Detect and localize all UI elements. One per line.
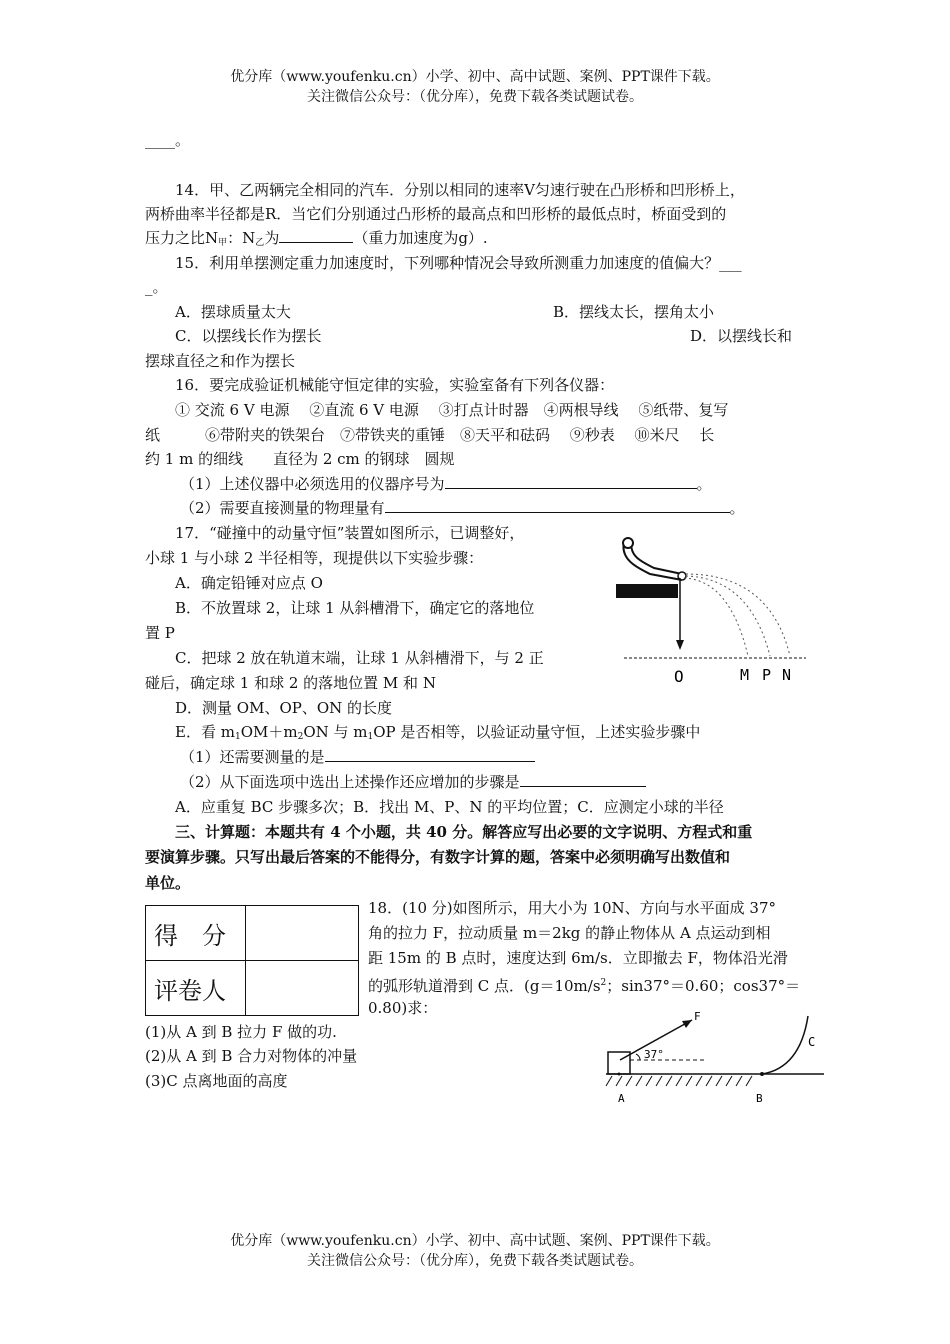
score-table <box>145 905 359 1016</box>
label-b: B <box>756 1092 763 1105</box>
q15-option-d: D．以摆线长和 <box>690 327 793 345</box>
q16-line-1: 16．要完成验证机械能守恒定律的实验，实验室备有下列各仪器： <box>175 376 615 394</box>
q15-option-c: C．以摆线长作为摆长 <box>175 327 322 345</box>
q17-step-a: A．确定铅锤对应点 O <box>175 574 323 592</box>
q17-sub-question-1 <box>180 747 535 767</box>
q15-option-b: B．摆线太长，摆角太小 <box>553 303 715 321</box>
block-object <box>608 1052 630 1074</box>
q16-sub-1-blank[interactable] <box>445 474 697 489</box>
q17-step-b-1: B．不放置球 2，让球 1 从斜槽滑下，确定它的落地位 <box>175 599 535 617</box>
trajectory-p <box>686 576 770 656</box>
q17-step-e-d: OP 是否相等，以验证动量守恒，上述实验步骤中 <box>373 723 701 741</box>
point-b-dot <box>760 1072 764 1076</box>
q17-step-b-2: 置 P <box>145 624 175 642</box>
q14-text-c: 为 <box>264 229 280 247</box>
q18-sub-3: (3)C 点离地面的高度 <box>145 1072 288 1090</box>
ball-1 <box>623 538 633 548</box>
q15-option-a: A．摆球质量太大 <box>175 303 291 321</box>
q18-sub-1: (1)从 A 到 B 拉力 F 做的功. <box>145 1023 337 1041</box>
page-header-line-1: 优分库（www.youfenku.cn）小学、初中、高中试题、案例、PPT课件下载。 <box>230 69 720 85</box>
label-n: N <box>782 666 792 684</box>
q16-line-3: 纸 ⑥带附夹的铁架台 ⑦带铁夹的重锤 ⑧天平和砝码 ⑨秒表 ⑩米尺 长 <box>145 426 715 444</box>
label-o: O <box>674 667 684 686</box>
table-block <box>616 584 678 598</box>
q17-step-c-2: 碰后，确定球 1 和球 2 的落地位置 M 和 N <box>145 674 436 692</box>
page-footer-line-1: 优分库（www.youfenku.cn）小学、初中、高中试题、案例、PPT课件下载。 <box>230 1233 720 1249</box>
q14-answer-blank[interactable] <box>279 228 353 243</box>
q18-line-3: 距 15m 的 B 点时，速度达到 6m/s．立即撤去 F，物体沿光滑 <box>368 949 788 967</box>
trajectory-m <box>684 578 748 656</box>
q14-sub-jia: 甲 <box>218 238 228 248</box>
label-angle: 37° <box>644 1048 664 1061</box>
grader-label: 评卷人 <box>146 961 246 1016</box>
q18-sub-2: (2)从 A 到 B 合力对物体的冲量 <box>145 1047 358 1065</box>
q17-step-e-a: E．看 m <box>175 723 235 741</box>
ground-hatching <box>606 1076 752 1086</box>
q17-sub-question-1-blank[interactable] <box>325 747 535 762</box>
q18-line-4-a: 的弧形轨道滑到 C 点．(g＝10m/s <box>368 977 601 995</box>
q16-sub-1-end: 。 <box>696 475 712 493</box>
label-force: F <box>694 1010 701 1023</box>
q17-sub-question-1-text: （1）还需要测量的是 <box>180 748 325 766</box>
trajectory-n <box>686 574 790 656</box>
q16-line-4: 约 1 m 的细线 直径为 2 cm 的钢球 圆规 <box>145 450 455 468</box>
q16-sub-2 <box>180 498 745 518</box>
curved-track <box>762 1016 808 1074</box>
q17-sub-2: 2 <box>297 732 304 742</box>
q17-sub-question-2 <box>180 772 646 792</box>
grader-cell[interactable] <box>246 961 359 1016</box>
q13-tail: ____。 <box>145 131 191 149</box>
collision-apparatus-figure <box>610 530 810 690</box>
q14-line-1: 14．甲、乙两辆完全相同的汽车．分别以相同的速率V匀速行驶在凸形桥和凹形桥上， <box>175 181 745 199</box>
label-a: A <box>618 1092 625 1105</box>
q18-sup-2: 2 <box>600 978 607 988</box>
ball-2 <box>678 572 686 580</box>
q14-line-2: 两桥曲率半径都是R．当它们分别通过凸形桥的最高点和凹形桥的最低点时，桥面受到的 <box>145 205 727 223</box>
point-a-dot <box>618 1073 621 1076</box>
q14-text-a: 压力之比N <box>145 229 219 247</box>
q16-sub-2-end: 。 <box>729 499 745 517</box>
q14-text-d: （重力加速度为g）. <box>353 229 488 247</box>
q16-sub-1 <box>180 474 712 494</box>
q17-sub-3: 1 <box>367 732 374 742</box>
q17-step-e-b: OM＋m <box>240 723 298 741</box>
page-footer-line-2: 关注微信公众号：（优分库），免费下载各类试题试卷。 <box>307 1253 643 1269</box>
plumb-bob <box>676 640 684 650</box>
q17-sub-question-2-blank[interactable] <box>520 772 646 787</box>
q16-sub-2-text: （2）需要直接测量的物理量有 <box>180 499 385 517</box>
q17-line-2: 小球 1 与小球 2 半径相等，现提供以下实验步骤： <box>145 549 484 567</box>
q18-line-4-b: ；sin37°＝0.60；cos37°＝ <box>606 977 801 995</box>
q18-line-4 <box>368 973 800 996</box>
score-label: 得 分 <box>146 906 246 961</box>
angle-arc <box>636 1054 640 1060</box>
q17-step-e-c: ON 与 m <box>303 723 368 741</box>
q15-line-1: 15．利用单摆测定重力加速度时，下列哪种情况会导致所测重力加速度的值偏大？___ <box>175 254 742 272</box>
label-m: M <box>740 666 750 684</box>
pulling-force-figure <box>600 1008 830 1108</box>
q17-sub-question-2-text: （2）从下面选项中选出上述操作还应增加的步骤是 <box>180 773 520 791</box>
q14-sub-yi: 乙 <box>255 238 265 248</box>
score-cell[interactable] <box>246 906 359 961</box>
q17-options: A．应重复 BC 步骤多次；B．找出 M、P、N 的平均位置；C．应测定小球的半径 <box>175 798 724 816</box>
q17-sub-1: 1 <box>234 732 241 742</box>
q17-line-1: 17．“碰撞中的动量守恒”装置如图所示，已调整好， <box>175 524 525 542</box>
q17-step-e <box>175 722 700 747</box>
section-3-line-2: 要演算步骤。只写出最后答案的不能得分，有数字计算的题，答案中必须明确写出数值和 <box>145 848 731 866</box>
q17-step-d: D．测量 OM、OP、ON 的长度 <box>175 699 393 717</box>
section-3-line-1: 三、计算题：本题共有 4 个小题，共 40 分。解答应写出必要的文字说明、方程式和重 <box>175 823 753 841</box>
q15-line-2: _。 <box>145 278 168 296</box>
label-c: C <box>808 1035 816 1049</box>
q18-line-5: 0.80)求： <box>368 999 438 1017</box>
q16-sub-2-blank[interactable] <box>385 498 730 513</box>
section-3-line-3: 单位。 <box>145 874 191 892</box>
q17-step-c-1: C．把球 2 放在轨道末端，让球 1 从斜槽滑下，与 2 正 <box>175 649 544 667</box>
q14-line-3 <box>145 228 488 253</box>
q18-line-1: 18．(10 分)如图所示，用大小为 10N、方向与水平面成 37° <box>368 899 776 917</box>
label-p: P <box>762 666 772 684</box>
q16-line-2: ① 交流 6 V 电源 ②直流 6 V 电源 ③打点计时器 ④两根导线 ⑤纸带、复写 <box>175 401 729 419</box>
page-header-line-2: 关注微信公众号：（优分库），免费下载各类试题试卷。 <box>307 89 643 105</box>
q18-line-2: 角的拉力 F，拉动质量 m＝2kg 的静止物体从 A 点运动到相 <box>368 924 771 942</box>
q16-sub-1-text: （1）上述仪器中必须选用的仪器序号为 <box>180 475 445 493</box>
q14-text-b: ：N <box>227 229 256 247</box>
q15-option-d-cont: 摆球直径之和作为摆长 <box>145 352 296 370</box>
